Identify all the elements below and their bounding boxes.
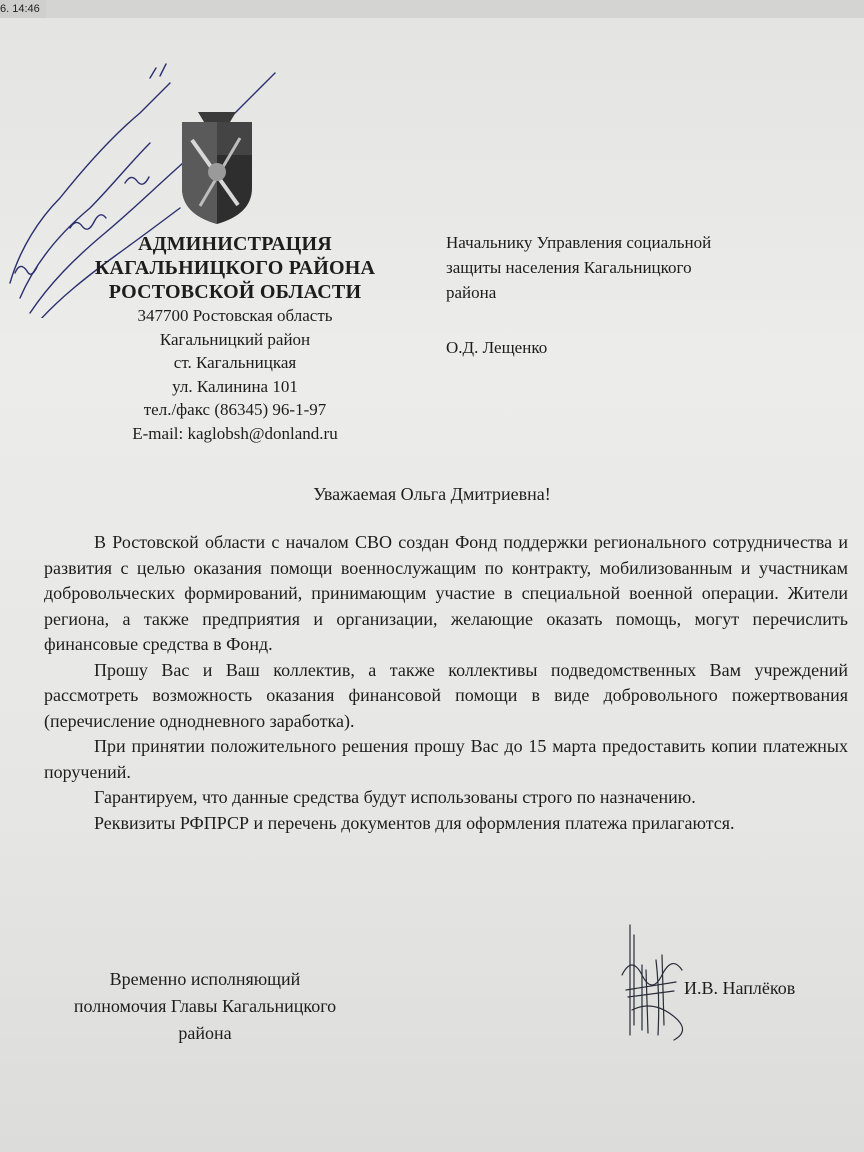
sender-block <box>70 232 400 445</box>
recipient-line: района <box>446 283 497 302</box>
paragraph: Гарантируем, что данные средства будут использованы строго по назначению. <box>94 787 696 807</box>
org-name-line: РОСТОВСКОЙ ОБЛАСТИ <box>108 281 362 303</box>
address-line: 347700 Ростовская область <box>137 306 333 325</box>
signature <box>612 915 692 1045</box>
paragraph: При принятии положительного решения прошу Вас до 15 марта предоставить копии платежных поручений. <box>44 736 848 782</box>
signatory-title <box>30 966 380 1047</box>
phone-fax: тел./факс (86345) 96-1-97 <box>143 400 327 419</box>
org-name-line: КАГАЛЬНИЦКОГО РАЙОНА <box>94 257 376 279</box>
paragraph: В Ростовской области с началом СВО создан Фонд поддержки регионального сотрудничества и развития с целью оказания помощи военнослужащим по контракту, мобилизованным и участникам добровольческих формирований, принимающим участие в специальной военной операции. Жители региона, а также предприятия и организации, желающие оказать помощь, могут перечислить финансовые средства в Фонд. <box>44 532 848 654</box>
recipient-line: Начальнику Управления социальной <box>446 233 712 252</box>
letter-body <box>44 530 848 836</box>
address-line: Кагальницкий район <box>159 329 311 349</box>
address-line: ул. Калинина 101 <box>172 376 298 396</box>
org-name-line: АДМИНИСТРАЦИЯ <box>138 233 332 255</box>
signatory-title-line: района <box>178 1023 232 1043</box>
coat-of-arms-icon <box>178 110 256 228</box>
paragraph: Реквизиты РФПРСР и перечень документов для оформления платежа прилагаются. <box>94 812 735 833</box>
timestamp: 6. 14:46 <box>0 0 46 18</box>
signatory-title-line: полномочия Главы Кагальницкого <box>73 996 337 1016</box>
address-line: ст. Кагальницкая <box>173 353 297 372</box>
recipient-block <box>446 230 806 360</box>
salutation: Уважаемая Ольга Дмитриевна! <box>313 484 551 504</box>
email: E-mail: kaglobsh@donland.ru <box>132 423 338 443</box>
signatory-title-line: Временно исполняющий <box>109 969 301 989</box>
signatory-name: И.В. Наплёков <box>684 978 796 998</box>
recipient-line: защиты населения Кагальницкого <box>446 258 692 277</box>
recipient-person: О.Д. Лещенко <box>446 338 548 357</box>
paragraph: Прошу Вас и Ваш коллектив, а также коллективы подведомственных Вам учреждений рассмотреть возможность оказания финансовой помощи в виде добровольного пожертвования (перечисление однодневного заработка). <box>44 659 848 731</box>
